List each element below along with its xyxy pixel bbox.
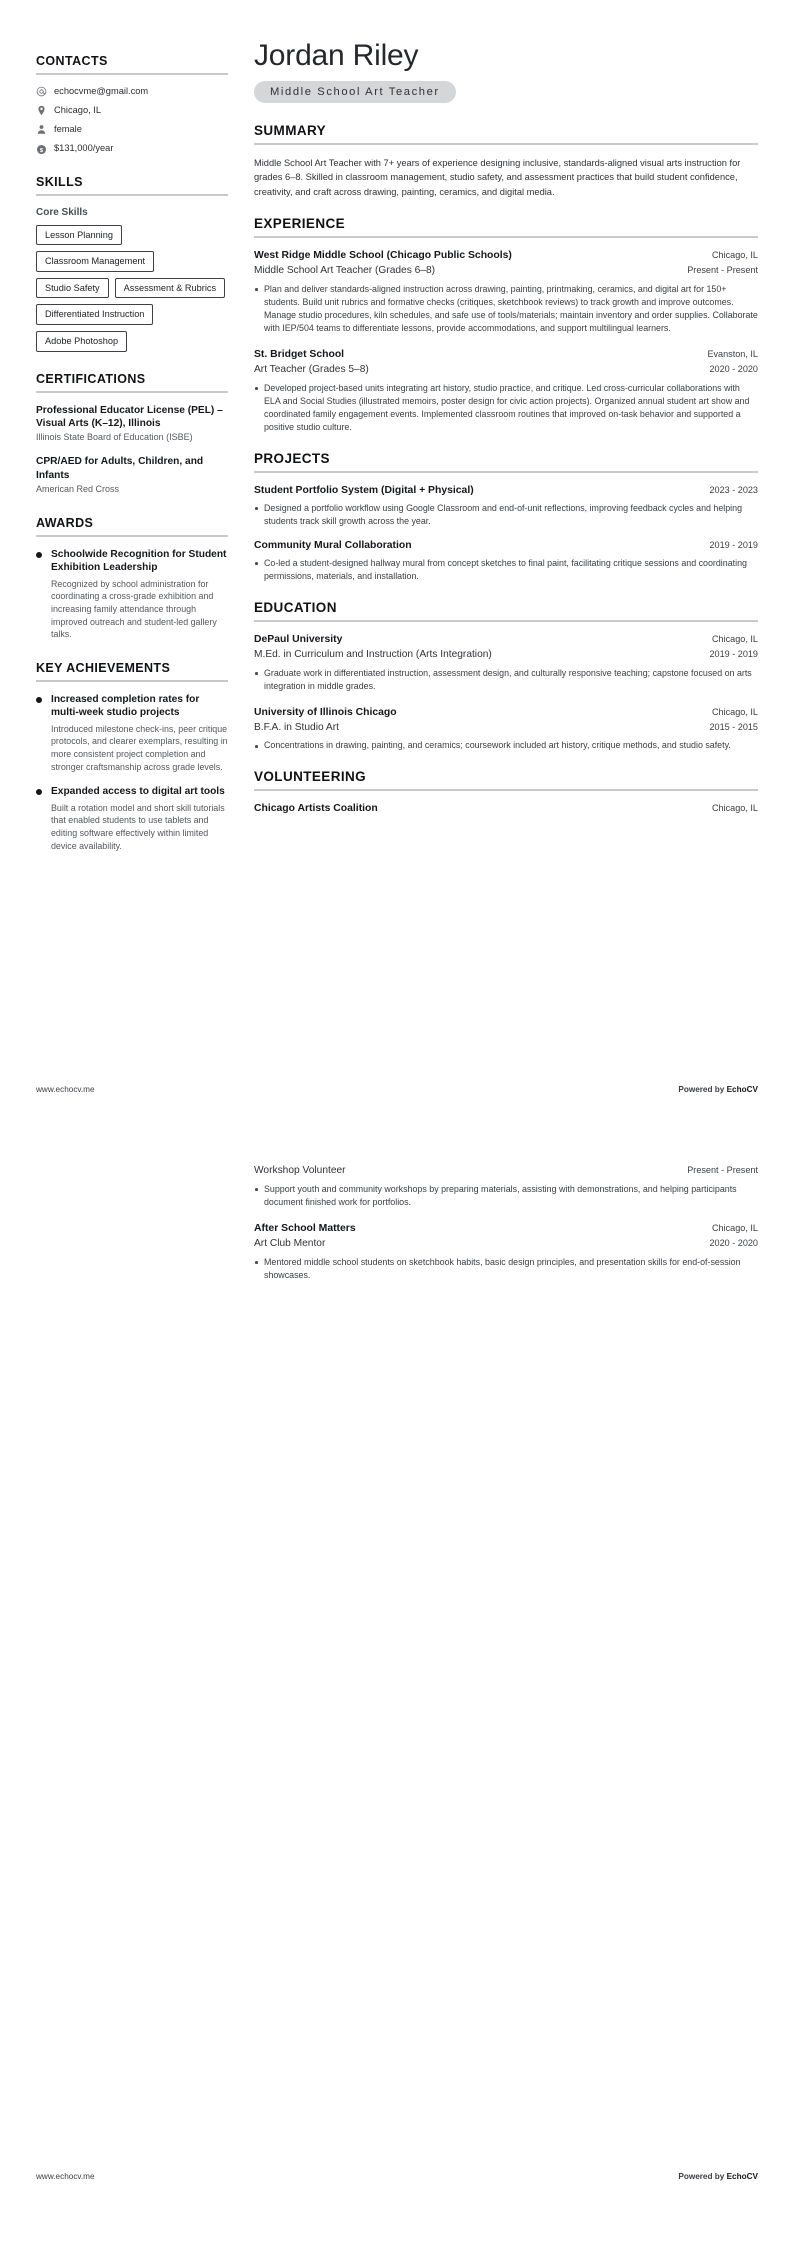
person-icon [36,124,47,135]
skill-chip[interactable]: Differentiated Instruction [36,304,153,325]
certification-issuer: American Red Cross [36,484,120,495]
education-entry [254,706,758,753]
section-divider [36,535,228,537]
projects-heading: PROJECTS [254,450,330,466]
contacts-section [36,54,228,155]
footer-powered-by [678,2172,758,2181]
skill-chip[interactable]: Studio Safety [36,278,109,299]
achievement-description: Built a rotation model and short skill tutorials that enabled students to use tablets and editing software effectively within limited device availability. [51,802,225,851]
skill-chip-list [36,225,228,352]
resume-header [254,40,758,103]
list-item: Mentored middle school students on sketchbook habits, basic design principles, and presentation skills for end-of-session showcases. [254,1256,758,1282]
list-item: Graduate work in differentiated instruction, assessment design, and culturally responsive teaching; capstone focused on arts integration in middle grades. [254,667,758,693]
skills-section [36,175,228,352]
project-dates: 2023 - 2023 [709,484,758,495]
experience-role: Art Teacher (Grades 5–8) [254,363,369,375]
candidate-name: Jordan Riley [254,39,419,72]
footer-powered-prefix: Powered by [678,2172,727,2181]
awards-heading: AWARDS [36,515,94,530]
volunteering-heading: VOLUNTEERING [254,769,367,785]
list-item: Support youth and community workshops by preparing materials, assisting with demonstrations, and helping participants document finished work for portfolios. [254,1183,758,1209]
location-pin-icon [36,105,47,116]
project-entry [254,539,758,583]
footer-powered-prefix: Powered by [678,1085,727,1094]
skill-chip[interactable]: Classroom Management [36,251,154,272]
svg-text:$: $ [39,147,44,154]
education-bullets [254,739,758,752]
bullet-dot-icon [36,552,42,558]
volunteering-entry [254,1222,758,1282]
achievement-title: Increased completion rates for multi-week studio projects [51,693,200,719]
education-dates: 2019 - 2019 [709,648,758,659]
education-location: Chicago, IL [711,633,758,644]
page-footer [36,2172,758,2181]
resume-page-2 [0,1123,794,2246]
contact-location-value: Chicago, IL [54,105,102,116]
volunteering-organization: Chicago Artists Coalition [254,803,378,815]
at-icon [36,86,47,97]
projects-section [254,451,758,583]
certification-item [36,455,228,496]
dollar-circle-icon [36,144,47,155]
section-divider [254,143,758,145]
footer-brand-name: EchoCV [726,1085,758,1094]
experience-location: Evanston, IL [707,348,758,359]
certifications-section [36,372,228,496]
achievement-title: Expanded access to digital art tools [51,786,225,798]
experience-entry [254,348,758,434]
experience-bullets [254,283,758,335]
experience-dates: 2020 - 2020 [709,363,758,374]
education-bullets [254,667,758,693]
bullet-dot-icon [36,697,42,703]
achievement-item [36,693,228,773]
achievement-item [36,785,228,852]
volunteering-location: Chicago, IL [711,1222,758,1233]
contact-salary-value: $131,000/year [54,143,114,154]
contact-location [36,105,228,116]
volunteering-dates: 2020 - 2020 [709,1237,758,1248]
contact-gender-value: female [54,124,82,135]
awards-section [36,516,228,641]
job-title-badge: Middle School Art Teacher [254,81,456,103]
volunteering-entry [254,802,758,816]
contacts-heading: CONTACTS [36,54,108,68]
volunteering-entry [254,1164,758,1209]
contact-gender [36,124,228,135]
volunteering-bullets [254,1183,758,1209]
award-item [36,548,228,641]
volunteering-organization: After School Matters [254,1222,356,1234]
education-school: DePaul University [254,633,343,645]
project-dates: 2019 - 2019 [709,539,758,550]
list-item: Designed a portfolio workflow using Google Classroom and end-of-unit reflections, improving feedback cycles and helping students track skill growth across the year. [254,502,758,528]
award-title: Schoolwide Recognition for Student Exhibition Leadership [51,548,227,574]
experience-bullets [254,382,758,434]
main-content-continued [254,1164,758,1299]
page-columns [36,40,758,872]
sidebar-continued [36,1164,228,1178]
achievement-description: Introduced milestone check-ins, peer critique protocols, and clearer exemplars, resulting in more consistent project completion and stronger craftsmanship across grade levels. [51,723,228,772]
certification-issuer: Illinois State Board of Education (ISBE) [36,432,193,443]
section-divider [254,620,758,622]
volunteering-section-continued [254,1164,758,1282]
education-section [254,600,758,753]
skill-chip[interactable]: Lesson Planning [36,225,122,246]
list-item: Co-led a student-designed hallway mural from concept sketches to final paint, facilitating critique sessions and coordinating permissions, materials, and installation. [254,557,758,583]
certifications-heading: CERTIFICATIONS [36,371,146,386]
experience-location: Chicago, IL [711,250,758,260]
education-location: Chicago, IL [711,706,758,717]
page-columns [36,1164,758,1299]
section-divider [254,471,758,473]
project-entry [254,484,758,528]
volunteering-dates: Present - Present [687,1165,758,1175]
education-school: University of Illinois Chicago [254,706,397,718]
section-divider [36,391,228,393]
volunteering-role: Art Club Mentor [254,1237,326,1249]
main-content [254,40,758,833]
section-divider [254,789,758,791]
skills-heading: SKILLS [36,174,83,189]
project-bullets [254,557,758,583]
section-divider [36,73,228,75]
contact-email[interactable] [36,86,228,97]
education-degree: M.Ed. in Curriculum and Instruction (Arts Integration) [254,648,492,660]
key-achievements-heading: KEY ACHIEVEMENTS [36,660,171,675]
certification-name: Professional Educator License (PEL) – Visual Arts (K–12), Illinois [36,404,223,429]
skill-chip[interactable]: Assessment & Rubrics [115,278,225,299]
sidebar [36,40,228,872]
list-item: Developed project-based units integrating art history, studio practice, and critique. Led cross-curricular collaborations with ELA and Social Studies (illustrated memoirs, poster design for civic action projects). Organized annual student art show and coordinated family engagement events. Implemented classroom routines that improved on-task behavior and supported a positive studio culture. [254,382,758,434]
experience-section [254,216,758,434]
experience-organization: St. Bridget School [254,348,345,360]
certification-name: CPR/AED for Adults, Children, and Infants [36,456,204,481]
summary-text: Middle School Art Teacher with 7+ years of experience designing inclusive, standards-aligned visual arts instruction for grades 6–8. Skilled in classroom management, studio safety, and assessment practices that build student confidence, creativity, and craft across drawing, painting, ceramics, and digital media. [254,157,741,197]
education-degree: B.F.A. in Studio Art [254,721,339,733]
section-divider [254,236,758,238]
bullet-dot-icon [36,789,42,795]
volunteering-section [254,769,758,816]
footer-brand-name: EchoCV [726,2172,758,2181]
award-description: Recognized by school administration for coordinating a cross-grade exhibition and increasing family attendance through improved outreach and student-led gallery talks. [51,578,217,640]
experience-dates: Present - Present [687,265,758,276]
education-heading: EDUCATION [254,599,337,615]
list-item: Plan and deliver standards-aligned instruction across drawing, painting, printmaking, ceramics, and digital art for 150+ students. Build unit rubrics and formative checks (critiques, sketchbook reviews) to track growth and improve outcomes. Manage studio procedures, kiln schedules, and safe use of tools/materials; maintain inventory and order supplies. Collaborate with IEP/504 teams to differentiate lessons, provide accommodations, and support multilingual learners. [254,283,758,335]
volunteering-role: Workshop Volunteer [254,1165,346,1176]
education-dates: 2015 - 2015 [709,721,758,732]
experience-role: Middle School Art Teacher (Grades 6–8) [254,265,436,277]
experience-organization: West Ridge Middle School (Chicago Public Schools) [254,250,512,261]
experience-entry [254,249,758,335]
summary-heading: SUMMARY [254,122,327,138]
section-divider [36,680,228,682]
volunteering-location: Chicago, IL [711,803,758,814]
summary-section [254,123,758,200]
education-entry [254,633,758,693]
skill-chip[interactable]: Adobe Photoshop [36,331,127,352]
section-divider [36,194,228,196]
skills-group-label: Core Skills [36,206,88,218]
certification-item [36,404,228,445]
list-item: Concentrations in drawing, painting, and ceramics; coursework included art history, critique methods, and studio safety. [254,739,758,752]
footer-website[interactable]: www.echocv.me [36,2172,95,2181]
project-name: Community Mural Collaboration [254,539,412,551]
project-name: Student Portfolio System (Digital + Physical) [254,484,474,496]
contact-salary [36,143,228,154]
page-footer [36,1085,758,1094]
project-bullets [254,502,758,528]
volunteering-bullets [254,1256,758,1282]
footer-website[interactable]: www.echocv.me [36,1085,95,1094]
footer-powered-by [678,1085,758,1094]
key-achievements-section [36,661,228,852]
contact-email-value: echocvme@gmail.com [54,86,149,96]
experience-heading: EXPERIENCE [254,216,346,231]
